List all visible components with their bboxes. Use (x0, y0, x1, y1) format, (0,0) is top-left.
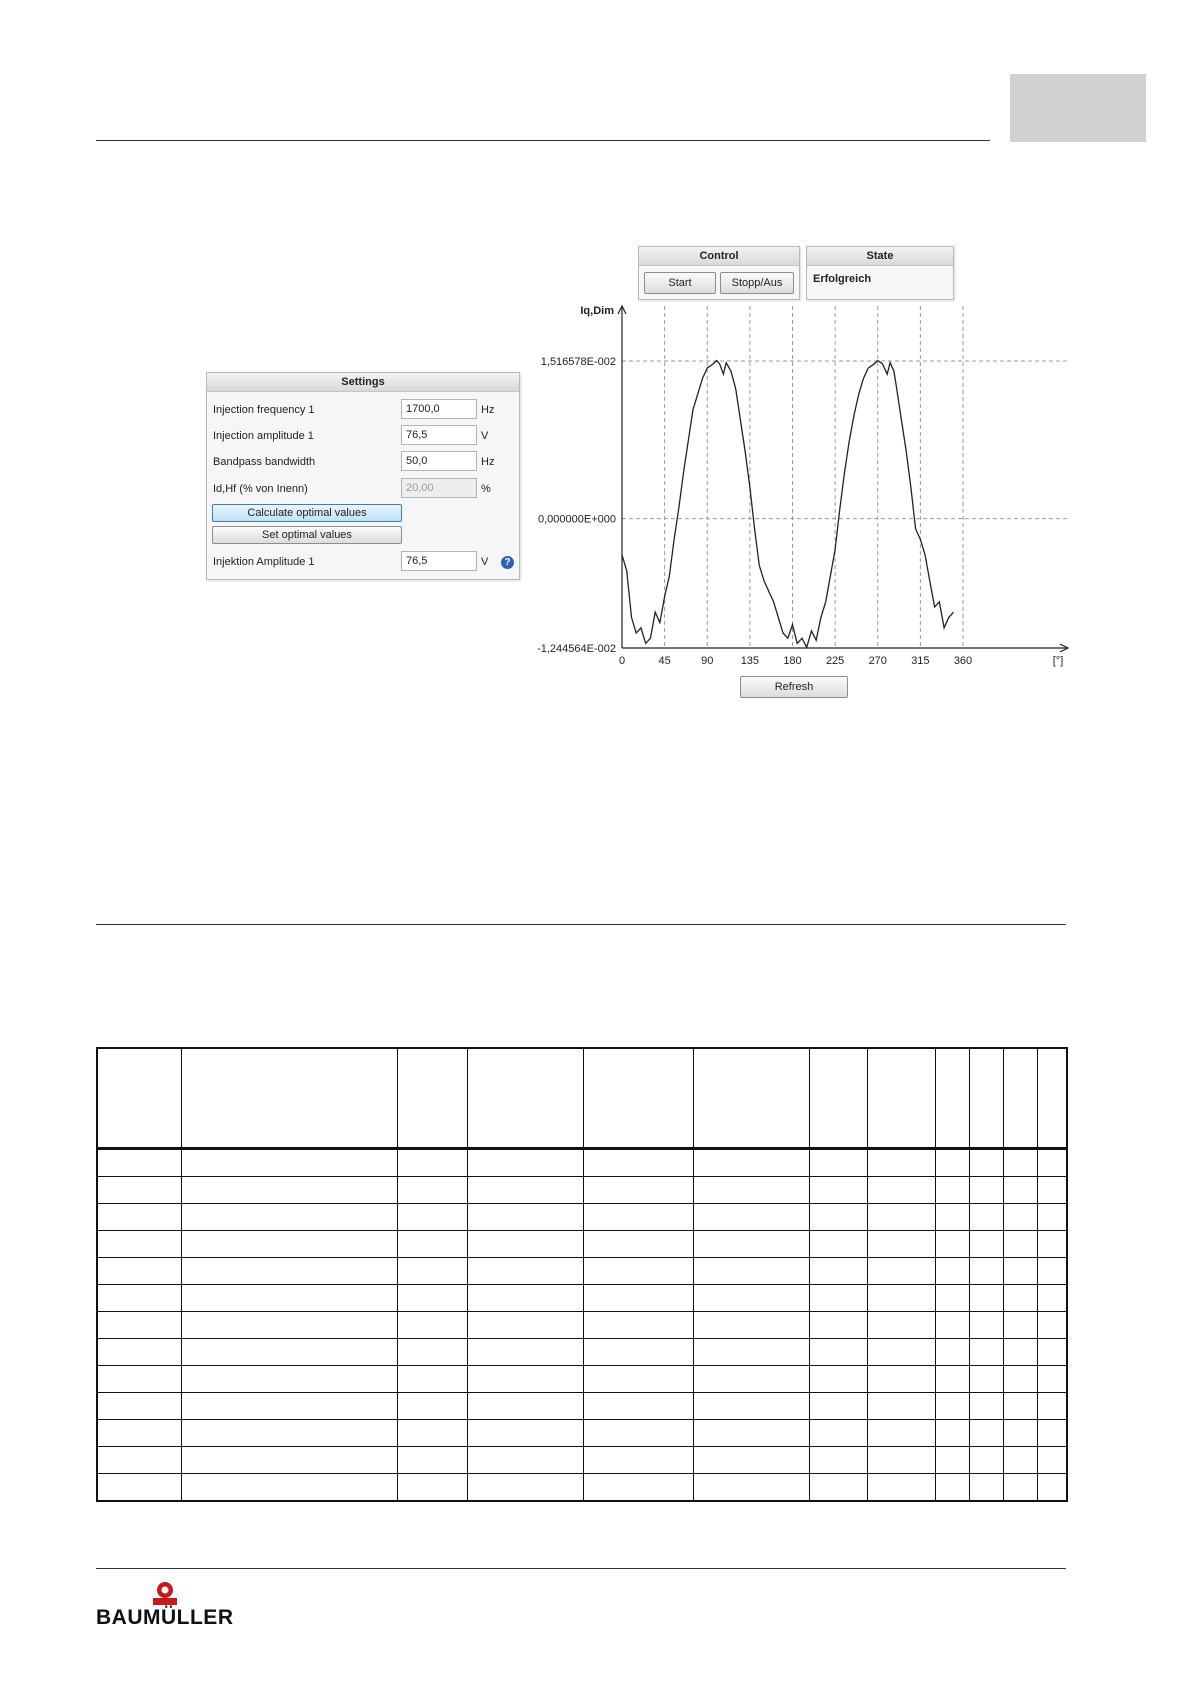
table-cell (969, 1149, 1003, 1177)
table-cell (181, 1231, 397, 1258)
x-tick-label: 360 (953, 655, 973, 667)
table-cell (1003, 1420, 1037, 1447)
table-cell (969, 1312, 1003, 1339)
bandpass-bandwidth-label: Bandpass bandwidth (213, 456, 316, 468)
table-cell (467, 1258, 583, 1285)
table-cell (809, 1149, 867, 1177)
table-cell (583, 1474, 693, 1502)
table-row (97, 1149, 1067, 1177)
id-hf-unit: % (481, 483, 491, 495)
table-cell (1037, 1447, 1067, 1474)
table-cell (693, 1258, 809, 1285)
table-cell (181, 1393, 397, 1420)
table-cell (181, 1312, 397, 1339)
x-tick-label: 135 (740, 655, 760, 667)
injektion-amplitude-unit: V (481, 556, 489, 568)
chart-grid (622, 306, 1068, 648)
table-header-cell (1037, 1048, 1067, 1149)
table-cell (867, 1339, 935, 1366)
table-cell (181, 1204, 397, 1231)
calculate-optimal-values-button[interactable]: Calculate optimal values (212, 504, 402, 522)
table-cell (935, 1393, 969, 1420)
table-cell (1003, 1393, 1037, 1420)
table-cell (181, 1339, 397, 1366)
table-cell (809, 1312, 867, 1339)
table-cell (1003, 1339, 1037, 1366)
table-cell (467, 1204, 583, 1231)
stop-button[interactable]: Stopp/Aus (720, 272, 794, 294)
table-cell (97, 1285, 181, 1312)
x-tick-label: 45 (658, 655, 671, 667)
table-cell (467, 1366, 583, 1393)
table-cell (1003, 1204, 1037, 1231)
table-cell (969, 1474, 1003, 1502)
table-cell (935, 1149, 969, 1177)
table-cell (181, 1366, 397, 1393)
table-cell (867, 1366, 935, 1393)
table-cell (1037, 1258, 1067, 1285)
table-cell (467, 1149, 583, 1177)
refresh-button[interactable]: Refresh (740, 676, 848, 698)
table-row (97, 1285, 1067, 1312)
table-cell (935, 1204, 969, 1231)
table-cell (397, 1149, 467, 1177)
table-cell (1037, 1393, 1067, 1420)
table-cell (935, 1258, 969, 1285)
table-row (97, 1474, 1067, 1502)
table-cell (693, 1393, 809, 1420)
table-cell (397, 1285, 467, 1312)
table-cell (693, 1420, 809, 1447)
table-cell (693, 1366, 809, 1393)
table-cell (397, 1258, 467, 1285)
x-tick-label: 270 (868, 655, 887, 667)
table-cell (1003, 1474, 1037, 1502)
x-tick-label: 180 (783, 655, 802, 667)
injektion-amplitude-label: Injektion Amplitude 1 (213, 556, 315, 568)
table-cell (467, 1420, 583, 1447)
set-optimal-values-button[interactable]: Set optimal values (212, 526, 402, 544)
table-cell (583, 1177, 693, 1204)
table-cell (397, 1204, 467, 1231)
table-cell (467, 1177, 583, 1204)
table-cell (809, 1285, 867, 1312)
table-cell (97, 1312, 181, 1339)
table-cell (693, 1285, 809, 1312)
table-cell (397, 1393, 467, 1420)
table-row (97, 1447, 1067, 1474)
baumuller-logo-icon (148, 1578, 188, 1608)
table-cell (467, 1447, 583, 1474)
table-cell (181, 1258, 397, 1285)
table-cell (397, 1339, 467, 1366)
table-cell (809, 1393, 867, 1420)
table-cell (969, 1285, 1003, 1312)
table-cell (583, 1258, 693, 1285)
table-cell (867, 1393, 935, 1420)
table-cell (693, 1339, 809, 1366)
table-cell (935, 1312, 969, 1339)
table-cell (583, 1231, 693, 1258)
table-cell (693, 1149, 809, 1177)
table-cell (935, 1231, 969, 1258)
table-cell (97, 1231, 181, 1258)
table-cell (867, 1447, 935, 1474)
table-cell (693, 1312, 809, 1339)
table-row (97, 1366, 1067, 1393)
table-cell (97, 1366, 181, 1393)
table-cell (693, 1474, 809, 1502)
table-cell (583, 1393, 693, 1420)
table-cell (1003, 1366, 1037, 1393)
table-cell (1003, 1447, 1037, 1474)
table-cell (1003, 1312, 1037, 1339)
footer-rule (96, 1568, 1066, 1569)
table-row (97, 1177, 1067, 1204)
table-cell (1037, 1420, 1067, 1447)
table-cell (583, 1204, 693, 1231)
table-cell (397, 1366, 467, 1393)
iq-dim-chart (0, 0, 1190, 720)
y-tick-label: -1,244564E-002 (537, 643, 616, 655)
table-cell (1037, 1177, 1067, 1204)
help-icon[interactable]: ? (501, 556, 514, 569)
injection-amplitude-unit: V (481, 430, 489, 442)
table-cell (969, 1366, 1003, 1393)
table-cell (181, 1420, 397, 1447)
table-row (97, 1420, 1067, 1447)
table-cell (969, 1231, 1003, 1258)
table-cell (583, 1339, 693, 1366)
state-value: Erfolgreich (813, 273, 872, 285)
empty-table (96, 1047, 1068, 1502)
table-cell (97, 1258, 181, 1285)
injection-amplitude-label: Injection amplitude 1 (213, 430, 314, 442)
injection-frequency-label: Injection frequency 1 (213, 404, 315, 416)
x-tick-label: 90 (701, 655, 714, 667)
bandpass-bandwidth-unit: Hz (481, 456, 495, 468)
table-header-cell (693, 1048, 809, 1149)
table-cell (583, 1312, 693, 1339)
table-header-cell (181, 1048, 397, 1149)
table-cell (397, 1420, 467, 1447)
table-cell (1037, 1285, 1067, 1312)
table-header-cell (969, 1048, 1003, 1149)
table-cell (1037, 1339, 1067, 1366)
table-cell (583, 1285, 693, 1312)
table-cell (969, 1420, 1003, 1447)
table-cell (867, 1231, 935, 1258)
table-header-cell (1003, 1048, 1037, 1149)
table-header-cell (467, 1048, 583, 1149)
table-cell (969, 1339, 1003, 1366)
x-axis-label: [°] (1052, 655, 1064, 667)
table-cell (583, 1447, 693, 1474)
table-row (97, 1312, 1067, 1339)
table-cell (467, 1339, 583, 1366)
chart-axes (618, 306, 1068, 652)
table-cell (969, 1447, 1003, 1474)
table-cell (693, 1231, 809, 1258)
table-cell (809, 1204, 867, 1231)
table-header-cell (867, 1048, 935, 1149)
table-cell (467, 1285, 583, 1312)
table-cell (867, 1258, 935, 1285)
table-cell (1003, 1285, 1037, 1312)
table-row (97, 1258, 1067, 1285)
table-cell (467, 1474, 583, 1502)
table-cell (809, 1258, 867, 1285)
table-cell (935, 1474, 969, 1502)
table-cell (583, 1149, 693, 1177)
series-line (622, 361, 954, 648)
x-tick-label: 0 (618, 655, 626, 667)
table-cell (1003, 1149, 1037, 1177)
table-cell (809, 1474, 867, 1502)
table-row (97, 1393, 1067, 1420)
table-cell (867, 1474, 935, 1502)
table-cell (583, 1366, 693, 1393)
table-cell (181, 1474, 397, 1502)
table-cell (181, 1149, 397, 1177)
table-header-cell (583, 1048, 693, 1149)
state-title: State (807, 247, 953, 266)
table-cell (935, 1285, 969, 1312)
table-cell (1037, 1312, 1067, 1339)
table-cell (969, 1393, 1003, 1420)
table-cell (1037, 1231, 1067, 1258)
table-cell (397, 1474, 467, 1502)
table-cell (1003, 1231, 1037, 1258)
table-cell (1003, 1258, 1037, 1285)
table-cell (809, 1231, 867, 1258)
table-cell (935, 1177, 969, 1204)
table-cell (181, 1285, 397, 1312)
table-cell (397, 1447, 467, 1474)
table-row (97, 1339, 1067, 1366)
table-cell (693, 1447, 809, 1474)
table-cell (97, 1420, 181, 1447)
id-hf-label: Id,Hf (% von Inenn) (213, 483, 308, 495)
table-cell (809, 1177, 867, 1204)
table-cell (969, 1204, 1003, 1231)
injection-frequency-unit: Hz (481, 404, 495, 416)
table-cell (809, 1420, 867, 1447)
y-axis-label: Iq,Dim (580, 305, 614, 317)
table-cell (97, 1177, 181, 1204)
table-cell (867, 1420, 935, 1447)
table-row (97, 1204, 1067, 1231)
table-cell (809, 1447, 867, 1474)
start-button[interactable]: Start (644, 272, 716, 294)
table-cell (397, 1312, 467, 1339)
table-cell (693, 1204, 809, 1231)
x-tick-label: 225 (825, 655, 845, 667)
table-cell (935, 1339, 969, 1366)
x-tick-label: 315 (911, 655, 930, 667)
table-cell (867, 1285, 935, 1312)
table-cell (97, 1447, 181, 1474)
table-cell (97, 1149, 181, 1177)
table-cell (935, 1420, 969, 1447)
chart-tick-labels (537, 356, 972, 667)
table-cell (97, 1204, 181, 1231)
table-cell (97, 1339, 181, 1366)
settings-title: Settings (207, 373, 519, 392)
table-cell (467, 1231, 583, 1258)
table-cell (1037, 1204, 1067, 1231)
table-header-cell (397, 1048, 467, 1149)
table-cell (1037, 1366, 1067, 1393)
table-cell (867, 1312, 935, 1339)
table-header-cell (97, 1048, 181, 1149)
table-cell (467, 1393, 583, 1420)
table-cell (969, 1177, 1003, 1204)
table-cell (97, 1393, 181, 1420)
table-header-cell (935, 1048, 969, 1149)
table-cell (397, 1177, 467, 1204)
table-cell (397, 1231, 467, 1258)
table-cell (1037, 1149, 1067, 1177)
table-cell (467, 1312, 583, 1339)
table-cell (693, 1177, 809, 1204)
table-cell (867, 1177, 935, 1204)
section-rule (96, 924, 1066, 925)
table-row (97, 1231, 1067, 1258)
table-cell (935, 1366, 969, 1393)
table-header-cell (809, 1048, 867, 1149)
table-cell (583, 1420, 693, 1447)
table-cell (867, 1149, 935, 1177)
y-tick-label: 1,516578E-002 (540, 356, 616, 368)
table-cell (969, 1258, 1003, 1285)
table-header-row (97, 1048, 1067, 1149)
table-cell (809, 1339, 867, 1366)
table-cell (1003, 1177, 1037, 1204)
table-cell (97, 1474, 181, 1502)
baumuller-logo-text: BAUMÜLLER (96, 1606, 234, 1629)
table-cell (181, 1447, 397, 1474)
y-tick-label: 0,000000E+000 (538, 513, 616, 526)
table-cell (181, 1177, 397, 1204)
table-cell (867, 1204, 935, 1231)
table-cell (809, 1366, 867, 1393)
control-title: Control (639, 247, 799, 266)
table-cell (935, 1447, 969, 1474)
table-cell (1037, 1474, 1067, 1502)
